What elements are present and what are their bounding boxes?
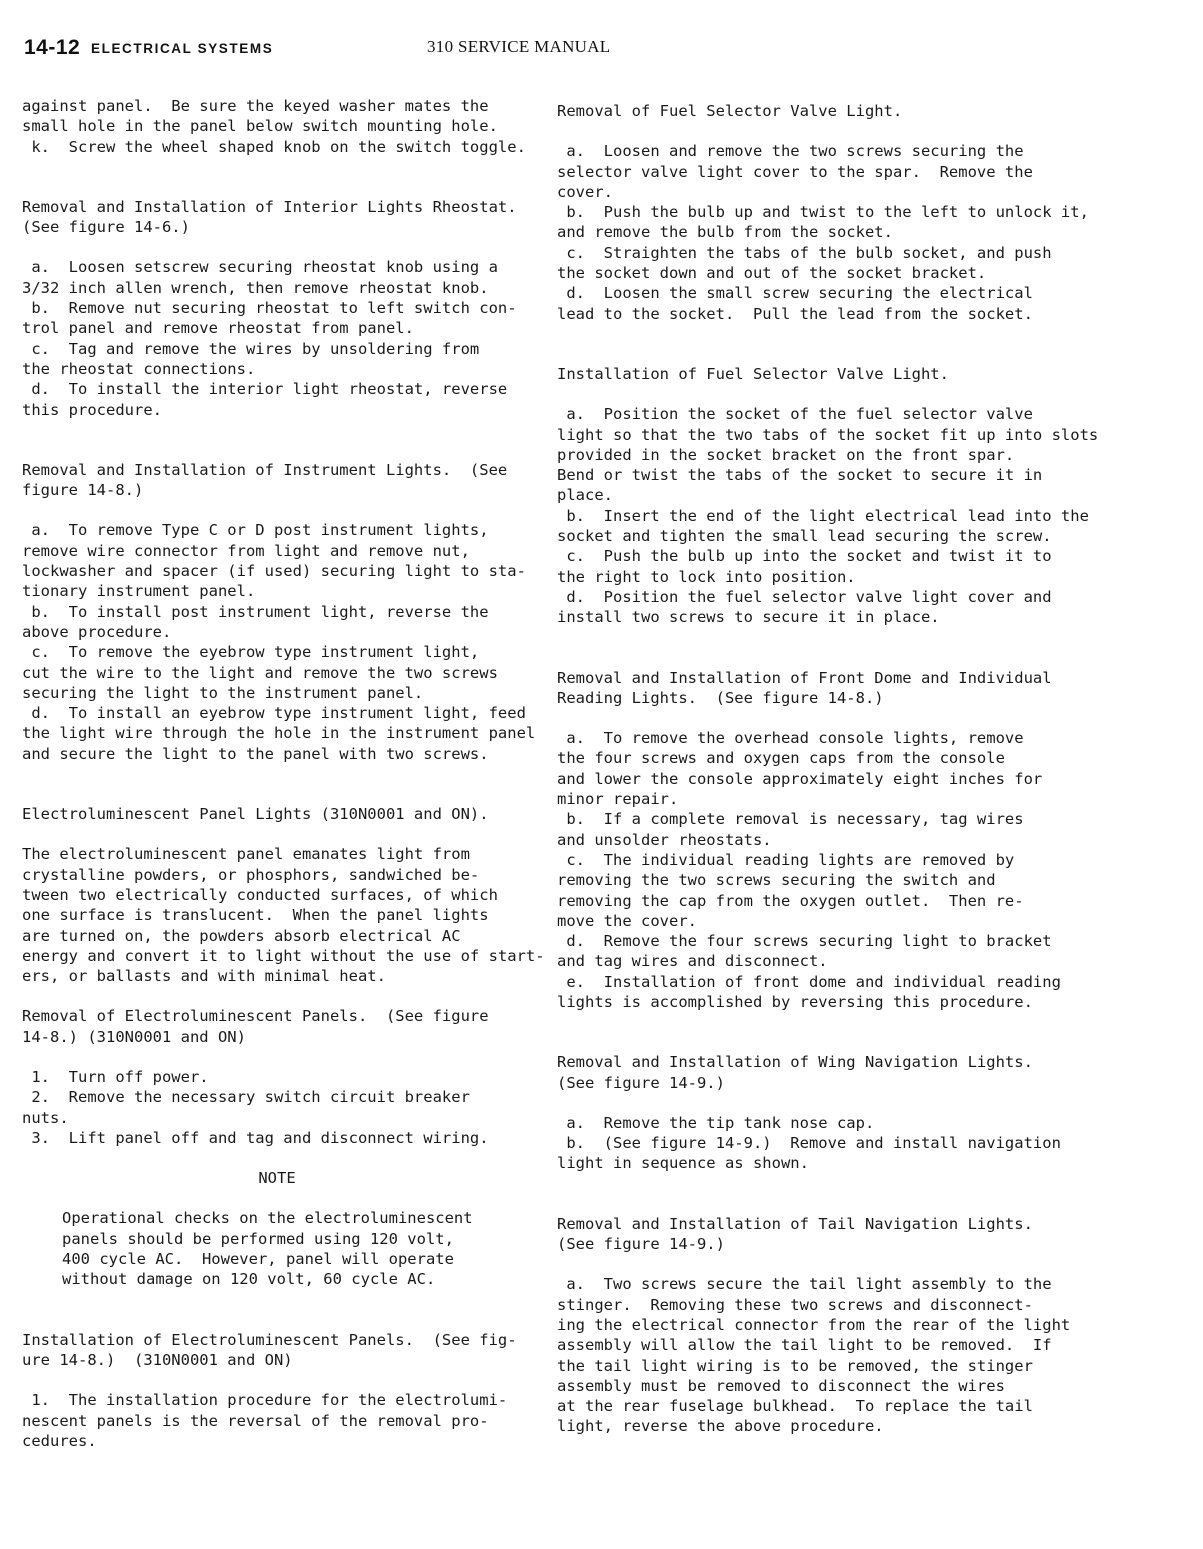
text-line: against panel. Be sure the keyed washer mates the (22, 97, 489, 115)
text-line: the tail light wiring is to be removed, the stinger (557, 1356, 1033, 1375)
text-line: d. Loosen the small screw securing the electrical (557, 284, 1033, 303)
text-line: lights is accomplished by reversing this procedure. (557, 992, 1033, 1011)
manual-title: 310 SERVICE MANUAL (427, 37, 611, 56)
text-line: socket and tighten the small lead securing the screw. (557, 527, 1052, 546)
text-line: b. (See figure 14-9.) Remove and install navigation (557, 1134, 1061, 1153)
text-line: ers, or ballasts and with minimal heat. (22, 967, 386, 986)
section-heading: (See figure 14-6.) (22, 218, 190, 237)
text-line: a. To remove Type C or D post instrument lights, (22, 521, 489, 540)
section-heading: Removal of Fuel Selector Valve Light. (557, 102, 903, 120)
right-column (557, 101, 1099, 1437)
text-line: trol panel and remove rheostat from panel. (22, 319, 414, 338)
text-line: a. Remove the tip tank nose cap. (557, 1113, 875, 1132)
text-line: removing the two screws securing the switch and (557, 871, 996, 890)
text-line: 1. Turn off power. (22, 1067, 209, 1086)
text-line: nuts. (22, 1108, 69, 1127)
text-line: place. (557, 486, 613, 505)
section-heading: 14-8.) (310N0001 and ON) (22, 1027, 246, 1046)
text-line: 2. Remove the necessary switch circuit breaker (22, 1088, 470, 1107)
text-line: move the cover. (557, 911, 697, 930)
note-text: without damage on 120 volt, 60 cycle AC. (62, 1270, 436, 1289)
text-line: the light wire through the hole in the instrument panel (22, 724, 536, 743)
text-line: k. Screw the wheel shaped knob on the switch toggle. (22, 137, 526, 156)
note-text: 400 cycle AC. However, panel will operate (62, 1250, 454, 1269)
text-line: and remove the bulb from the socket. (557, 223, 893, 242)
section-heading: ure 14-8.) (310N0001 and ON) (22, 1350, 293, 1369)
section-heading: Removal of Electroluminescent Panels. (See figure (22, 1007, 489, 1026)
text-line: light in sequence as shown. (557, 1154, 809, 1173)
text-line: a. Loosen and remove the two screws securing the (557, 142, 1024, 161)
text-line: cut the wire to the light and remove the two screws (22, 663, 498, 682)
section-heading: Electroluminescent Panel Lights (310N0001 and ON). (22, 805, 489, 824)
note-heading: NOTE (258, 1169, 296, 1188)
text-line: Bend or twist the tabs of the socket to secure it in (557, 466, 1043, 485)
text-line: stinger. Removing these two screws and disconnect- (557, 1295, 1033, 1314)
text-line: nescent panels is the reversal of the removal pro- (22, 1411, 489, 1430)
text-line: small hole in the panel below switch mounting hole. (22, 117, 498, 136)
text-line: b. Remove nut securing rheostat to left switch con- (22, 299, 517, 318)
text-line: b. Insert the end of the light electrical lead into the (557, 506, 1089, 525)
text-line: remove wire connector from light and remove nut, (22, 541, 470, 560)
page-header (24, 36, 1184, 62)
note-text: Operational checks on the electroluminescent (62, 1209, 473, 1228)
text-line: removing the cap from the oxygen outlet. Then re- (557, 891, 1024, 910)
text-line: c. To remove the eyebrow type instrument light, (22, 643, 480, 662)
text-line: and tag wires and disconnect. (557, 952, 828, 971)
left-column (22, 96, 545, 1451)
text-line: and lower the console approximately eight inches for (557, 769, 1043, 788)
section-heading: Reading Lights. (See figure 14-8.) (557, 688, 884, 707)
text-line: d. Position the fuel selector valve light cover and (557, 587, 1052, 606)
text-line: e. Installation of front dome and individual reading (557, 972, 1061, 991)
section-heading: Removal and Installation of Interior Lights Rheostat. (22, 197, 517, 216)
text-line: c. Tag and remove the wires by unsoldering from (22, 339, 480, 358)
text-line: a. Position the socket of the fuel selector valve (557, 405, 1033, 424)
text-line: d. Remove the four screws securing light to bracket (557, 932, 1052, 951)
text-line: one surface is translucent. When the panel lights (22, 906, 489, 925)
text-line: the right to lock into position. (557, 567, 856, 586)
text-line: 3/32 inch allen wrench, then remove rheostat knob. (22, 278, 489, 297)
section-heading: (See figure 14-9.) (557, 1073, 725, 1092)
text-line: d. To install an eyebrow type instrument light, feed (22, 704, 526, 723)
text-line: minor repair. (557, 790, 679, 809)
text-line: provided in the socket bracket on the front spar. (557, 445, 1015, 464)
text-line: tionary instrument panel. (22, 582, 256, 601)
text-line: c. Push the bulb up into the socket and twist it to (557, 547, 1052, 566)
text-line: cedures. (22, 1431, 97, 1450)
text-line: are turned on, the powders absorb electrical AC (22, 926, 461, 945)
text-line: lockwasher and spacer (if used) securing light to sta- (22, 562, 526, 581)
text-line: assembly must be removed to disconnect the wires (557, 1376, 1005, 1395)
text-line: cover. (557, 182, 613, 201)
text-line: the socket down and out of the socket bracket. (557, 264, 987, 283)
text-line: crystalline powders, or phosphors, sandwiched be- (22, 865, 480, 884)
text-line: the rheostat connections. (22, 359, 256, 378)
text-line: a. Two screws secure the tail light assembly to the (557, 1275, 1052, 1294)
text-line: and unsolder rheostats. (557, 830, 772, 849)
text-line: selector valve light cover to the spar. Remove the (557, 162, 1033, 181)
text-line: c. The individual reading lights are removed by (557, 850, 1015, 869)
text-line: d. To install the interior light rheostat, reverse (22, 380, 508, 399)
text-line: install two screws to secure it in place. (557, 608, 940, 627)
text-line: at the rear fuselage bulkhead. To replace the tail (557, 1397, 1033, 1416)
note-text: panels should be performed using 120 volt, (62, 1229, 454, 1248)
section-heading: Installation of Electroluminescent Panels. (See fig- (22, 1330, 517, 1349)
text-line: tween two electrically conducted surfaces, of which (22, 885, 498, 904)
section-heading: Removal and Installation of Instrument Lights. (See (22, 460, 508, 479)
text-line: above procedure. (22, 622, 172, 641)
text-line: this procedure. (22, 400, 162, 419)
text-line: the four screws and oxygen caps from the console (557, 749, 1005, 768)
text-line: energy and convert it to light without the use of start- (22, 946, 545, 965)
text-line: light so that the two tabs of the socket fit up into slots (557, 425, 1099, 444)
text-line: b. Push the bulb up and twist to the left to unlock it, (557, 203, 1089, 222)
section-heading: Removal and Installation of Wing Navigation Lights. (557, 1053, 1033, 1072)
section-heading: Removal and Installation of Tail Navigation Lights. (557, 1214, 1033, 1233)
text-line: and secure the light to the panel with two screws. (22, 744, 489, 763)
text-line: securing the light to the instrument panel. (22, 683, 424, 702)
text-line: The electroluminescent panel emanates light from (22, 845, 470, 864)
text-line: b. To install post instrument light, reverse the (22, 602, 489, 621)
text-line: assembly will allow the tail light to be removed. If (557, 1336, 1052, 1355)
section-heading: Installation of Fuel Selector Valve Light. (557, 364, 949, 383)
text-line: c. Straighten the tabs of the bulb socket, and push (557, 243, 1052, 262)
section-heading: figure 14-8.) (22, 481, 144, 500)
page-number: 14-12 (24, 36, 81, 59)
text-line: ing the electrical connector from the rear of the light (557, 1315, 1071, 1334)
text-line: a. Loosen setscrew securing rheostat knob using a (22, 258, 498, 277)
text-line: a. To remove the overhead console lights, remove (557, 729, 1024, 748)
text-line: 3. Lift panel off and tag and disconnect wiring. (22, 1128, 489, 1147)
section-title: ELECTRICAL SYSTEMS (91, 41, 274, 56)
section-heading: (See figure 14-9.) (557, 1235, 725, 1254)
text-line: 1. The installation procedure for the electrolumi- (22, 1391, 508, 1410)
section-heading: Removal and Installation of Front Dome and Individual (557, 668, 1052, 687)
text-line: lead to the socket. Pull the lead from the socket. (557, 304, 1033, 323)
text-line: b. If a complete removal is necessary, tag wires (557, 810, 1024, 829)
text-line: light, reverse the above procedure. (557, 1417, 884, 1436)
